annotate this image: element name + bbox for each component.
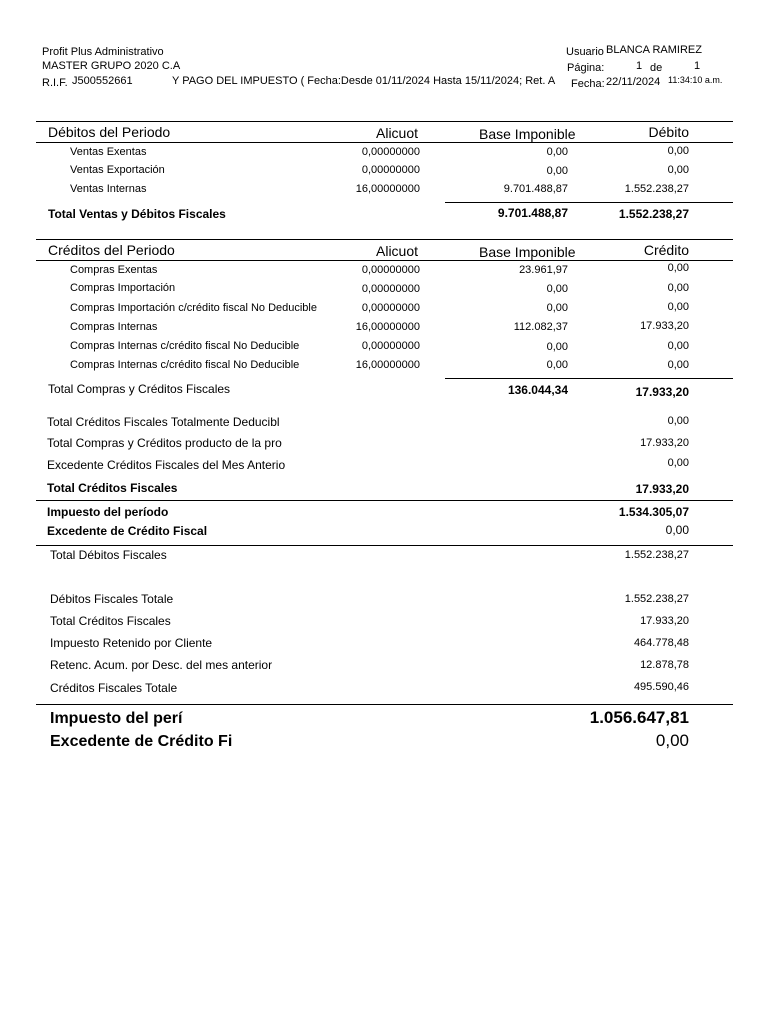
time-value: 11:34:10 a.m. — [668, 75, 723, 85]
debitos-col-amount: Débito — [648, 124, 689, 140]
total-creditos-fiscales-label: Total Créditos Fiscales — [50, 614, 171, 628]
debito-row-alicuota: 0,00000000 — [361, 164, 420, 176]
date-label: Fecha: — [571, 78, 605, 90]
deducible-value: 0,00 — [667, 415, 689, 427]
creditos-top-rule — [36, 239, 733, 240]
deducible-label: Total Créditos Fiscales Totalmente Deducibl — [47, 415, 280, 429]
retenc-acum-value: 12.878,78 — [640, 659, 689, 671]
total-creditos-fiscales-value: 17.933,20 — [640, 615, 689, 627]
excedente-anterior-value: 0,00 — [667, 457, 689, 469]
final-impuesto-value: 1.056.647,81 — [589, 708, 689, 727]
debitos-total-amount: 1.552.238,27 — [618, 207, 689, 221]
debitos-totale-value: 1.552.238,27 — [624, 593, 689, 605]
credito-row-label: Compras Internas c/crédito fiscal No Deducible — [70, 340, 300, 352]
user-value: BLANCA RAMIREZ — [606, 44, 702, 56]
debitos-header-rule — [36, 142, 733, 143]
debitos-col-base: Base Imponible — [479, 126, 576, 142]
retenc-acum-label: Retenc. Acum. por Desc. del mes anterior — [50, 658, 273, 672]
credito-row-alicuota: 16,00000000 — [355, 321, 420, 333]
producto-label: Total Compras y Créditos producto de la pro — [47, 436, 282, 450]
total-debitos-value: 1.552.238,27 — [624, 549, 689, 561]
credito-row-alicuota: 0,00000000 — [361, 302, 420, 314]
creditos-total-amount: 17.933,20 — [635, 385, 689, 399]
final-rule — [36, 704, 733, 705]
debitos-title: Débitos del Periodo — [48, 124, 171, 140]
debito-row-alicuota: 16,00000000 — [355, 183, 420, 195]
creditos-total-label: Total Compras y Créditos Fiscales — [48, 382, 231, 396]
impuesto-periodo-label: Impuesto del período — [47, 505, 169, 519]
date-value: 22/11/2024 — [606, 76, 661, 88]
debito-row-amount: 0,00 — [667, 145, 689, 157]
impuesto-periodo-value: 1.534.305,07 — [618, 505, 689, 519]
rif-label: R.I.F. — [42, 77, 68, 89]
creditos-col-alicuot: Alicuot — [376, 243, 419, 259]
credito-row-base: 0,00 — [546, 302, 568, 314]
excedente-anterior-label: Excedente Créditos Fiscales del Mes Anterio — [47, 458, 286, 472]
creditos-totale-label: Créditos Fiscales Totale — [50, 681, 178, 695]
creditos-totale-value: 495.590,46 — [633, 681, 689, 693]
debito-row-label: Ventas Exentas — [70, 146, 147, 158]
credito-row-alicuota: 0,00000000 — [361, 264, 420, 276]
debito-row-base: 9.701.488,87 — [503, 183, 568, 195]
credito-row-amount: 0,00 — [667, 359, 689, 371]
final-excedente-value: 0,00 — [655, 731, 689, 750]
credito-row-amount: 0,00 — [667, 262, 689, 274]
creditos-col-base: Base Imponible — [479, 244, 576, 260]
page-label: Página: — [567, 62, 605, 74]
credito-row-base: 112.082,37 — [513, 321, 568, 333]
total-creditos-label: Total Créditos Fiscales — [47, 481, 178, 495]
credito-row-base: 23.961,97 — [519, 264, 568, 276]
final-impuesto-label: Impuesto del perí — [50, 710, 183, 727]
credito-row-amount: 0,00 — [667, 301, 689, 313]
producto-value: 17.933,20 — [640, 437, 689, 449]
debito-row-base: 0,00 — [546, 165, 568, 177]
debitos-total-base: 9.701.488,87 — [497, 206, 568, 220]
debitos-top-rule — [36, 121, 733, 122]
excedente-credito-value: 0,00 — [665, 523, 689, 537]
credito-row-amount: 17.933,20 — [640, 320, 689, 332]
credito-row-label: Compras Internas — [70, 321, 158, 333]
debito-row-base: 0,00 — [546, 146, 568, 158]
credito-row-base: 0,00 — [546, 283, 568, 295]
page-current: 1 — [636, 60, 643, 72]
retenido-value: 464.778,48 — [633, 637, 689, 649]
debitos-total-rule — [445, 202, 733, 203]
credito-row-alicuota: 16,00000000 — [355, 359, 420, 371]
debito-row-label: Ventas Exportación — [70, 164, 165, 176]
app-name: Profit Plus Administrativo — [42, 46, 164, 58]
credito-row-base: 0,00 — [546, 359, 568, 371]
excedente-credito-label: Excedente de Crédito Fiscal — [47, 524, 208, 538]
debito-row-alicuota: 0,00000000 — [361, 146, 420, 158]
summary-rule — [36, 500, 733, 501]
debitos-total-label: Total Ventas y Débitos Fiscales — [48, 207, 226, 221]
report-title: Y PAGO DEL IMPUESTO ( Fecha:Desde 01/11/2024 Hasta 15/11/2024; Ret. A — [172, 75, 556, 87]
retenido-label: Impuesto Retenido por Cliente — [50, 636, 213, 650]
debitos-totale-label: Débitos Fiscales Totale — [50, 592, 174, 606]
credito-row-amount: 0,00 — [667, 282, 689, 294]
user-label: Usuario — [566, 46, 604, 58]
creditos-header-rule — [36, 260, 733, 261]
creditos-total-rule — [445, 378, 733, 379]
credito-row-alicuota: 0,00000000 — [361, 340, 420, 352]
credito-row-alicuota: 0,00000000 — [361, 283, 420, 295]
debitos-col-alicuot: Alicuot — [376, 125, 419, 141]
debito-row-amount: 1.552.238,27 — [624, 183, 689, 195]
creditos-total-base: 136.044,34 — [507, 383, 568, 397]
final-excedente-label: Excedente de Crédito Fi — [50, 733, 233, 750]
retenciones-top-rule — [36, 545, 733, 546]
debito-row-label: Ventas Internas — [70, 183, 147, 195]
credito-row-amount: 0,00 — [667, 340, 689, 352]
creditos-title: Créditos del Periodo — [48, 242, 175, 258]
page-of: de — [650, 62, 663, 74]
credito-row-label: Compras Internas c/crédito fiscal No Deducible — [70, 359, 300, 371]
credito-row-label: Compras Importación — [70, 282, 176, 294]
credito-row-label: Compras Importación c/crédito fiscal No Deducible — [70, 302, 317, 314]
credito-row-base: 0,00 — [546, 341, 568, 353]
credito-row-label: Compras Exentas — [70, 264, 158, 276]
creditos-col-amount: Crédito — [643, 242, 689, 258]
page-total: 1 — [694, 60, 701, 72]
total-creditos-value: 17.933,20 — [635, 482, 689, 496]
rif-value: J500552661 — [72, 75, 133, 87]
debito-row-amount: 0,00 — [667, 164, 689, 176]
company-name: MASTER GRUPO 2020 C.A — [42, 60, 181, 72]
total-debitos-label: Total Débitos Fiscales — [50, 548, 167, 562]
